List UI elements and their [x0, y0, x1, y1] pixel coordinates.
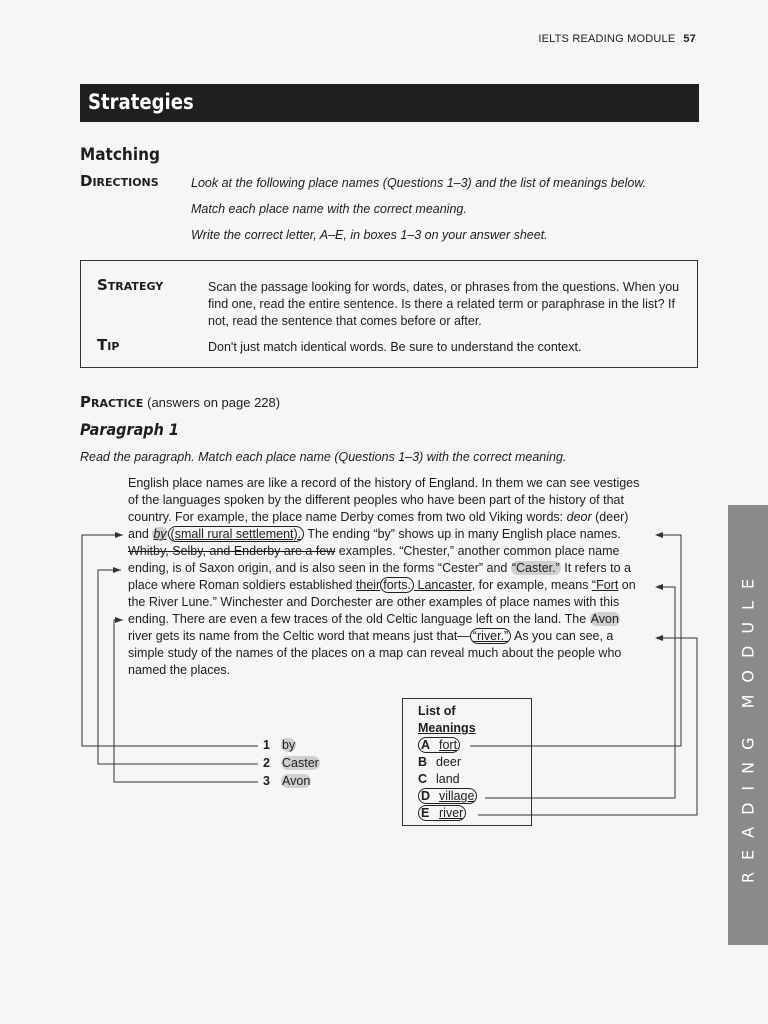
arrowhead	[115, 617, 123, 623]
connector-by	[82, 535, 258, 746]
directions-line-1: Look at the following place names (Questions 1–3) and the list of meanings below.	[191, 176, 647, 190]
connector-village	[485, 587, 675, 798]
paragraph-line: English place names are like a record of the history of England. In them we can see vestiges	[128, 476, 640, 490]
paragraph-line: ending. There are even a few traces of the old Celtic language left on the land. The Avon	[128, 612, 619, 626]
paragraph-line: the River Lune.” Winchester and Dorchester are other examples of place names with this	[128, 595, 620, 609]
paragraph-heading: Paragraph 1	[80, 420, 179, 439]
question-2: 2 Caster	[263, 756, 319, 770]
tip-text: Don't just match identical words. Be sure to understand the context.	[208, 340, 582, 354]
arrowhead	[115, 532, 123, 538]
arrowhead	[655, 532, 663, 538]
meaning-c: C land	[418, 772, 460, 786]
arrowhead	[113, 567, 121, 573]
paragraph-line: country. For example, the place name Derby comes from two old Viking words: deor (deer)	[128, 510, 629, 524]
word-deor: deor	[566, 510, 592, 524]
strategy-label: Strategy	[97, 276, 164, 294]
question-1: 1 by	[263, 738, 296, 752]
instructions: Read the paragraph. Match each place name (Questions 1–3) with the correct meaning.	[80, 450, 567, 464]
word-caster-highlight: “Caster.”	[511, 561, 560, 575]
meaning-a: A fort	[418, 738, 460, 752]
side-tab	[728, 505, 768, 945]
page-number: 57	[683, 33, 696, 45]
struck-examples: Whitby, Selby, and Enderby are a few	[128, 544, 336, 558]
paragraph-line: and by (small rural settlement). The ending “by” shows up in many English place names.	[128, 527, 621, 541]
paragraph-line: river gets its name from the Celtic word that means just that— “river.” As you can see, a	[128, 629, 614, 643]
meaning-d: D village	[418, 789, 477, 803]
meaning-e: E river	[418, 806, 466, 820]
side-tab-label: READING MODULE	[738, 566, 758, 884]
connector-avon	[114, 620, 258, 782]
tip-label: Tip	[97, 336, 120, 354]
connector-fort	[470, 535, 681, 746]
practice-label: Practice	[80, 393, 144, 411]
word-avon-highlight: Avon	[590, 612, 619, 626]
section-title: Matching	[80, 145, 160, 165]
banner-title: Strategies	[88, 90, 194, 114]
paragraph-line: named the places.	[128, 663, 231, 677]
paragraph-line: simple study of the names of the places on a map can reveal much about the people who	[128, 646, 622, 660]
arrowhead	[655, 584, 663, 590]
meaning-b: B deer	[418, 755, 462, 769]
running-head-title: IELTS READING MODULE	[538, 33, 676, 45]
circled-river: “river.”	[470, 628, 511, 644]
paragraph-line: of the languages spoken by the different peoples who have been part of the history of that	[128, 493, 624, 507]
directions-label: Directions	[80, 172, 159, 190]
paragraph-line: Whitby, Selby, and Enderby are a few examples. “Chester,” another common place name	[128, 544, 620, 558]
connector-caster	[98, 570, 258, 764]
word-by-highlight: by	[153, 527, 167, 541]
paragraph-line: place where Roman soldiers established their forts. Lancaster, for example, means “Fort on	[128, 578, 636, 592]
directions-line-3: Write the correct letter, A–E, in boxes 1–3 on your answer sheet.	[191, 228, 548, 242]
connector-river	[478, 638, 697, 815]
circled-small-rural-settlement: (small rural settlement).	[168, 526, 305, 542]
practice-note: (answers on page 228)	[147, 395, 281, 410]
directions-line-2: Match each place name with the correct meaning.	[191, 202, 467, 216]
meanings-title: List of Meanings	[418, 704, 476, 735]
strategy-text: Scan the passage looking for words, dates, or phrases from the questions. When you find one, read the entire sentence. Is there a related term or paraphrase in the list? If not, read the sentence that comes before or after.	[208, 280, 680, 328]
question-3: 3 Avon	[263, 774, 311, 788]
paragraph-line: ending, is of Saxon origin, and is also seen in the forms “Cester” and “Caster.” It refers to a	[128, 561, 631, 575]
circled-forts: forts.	[380, 577, 414, 593]
arrowhead	[655, 635, 663, 641]
